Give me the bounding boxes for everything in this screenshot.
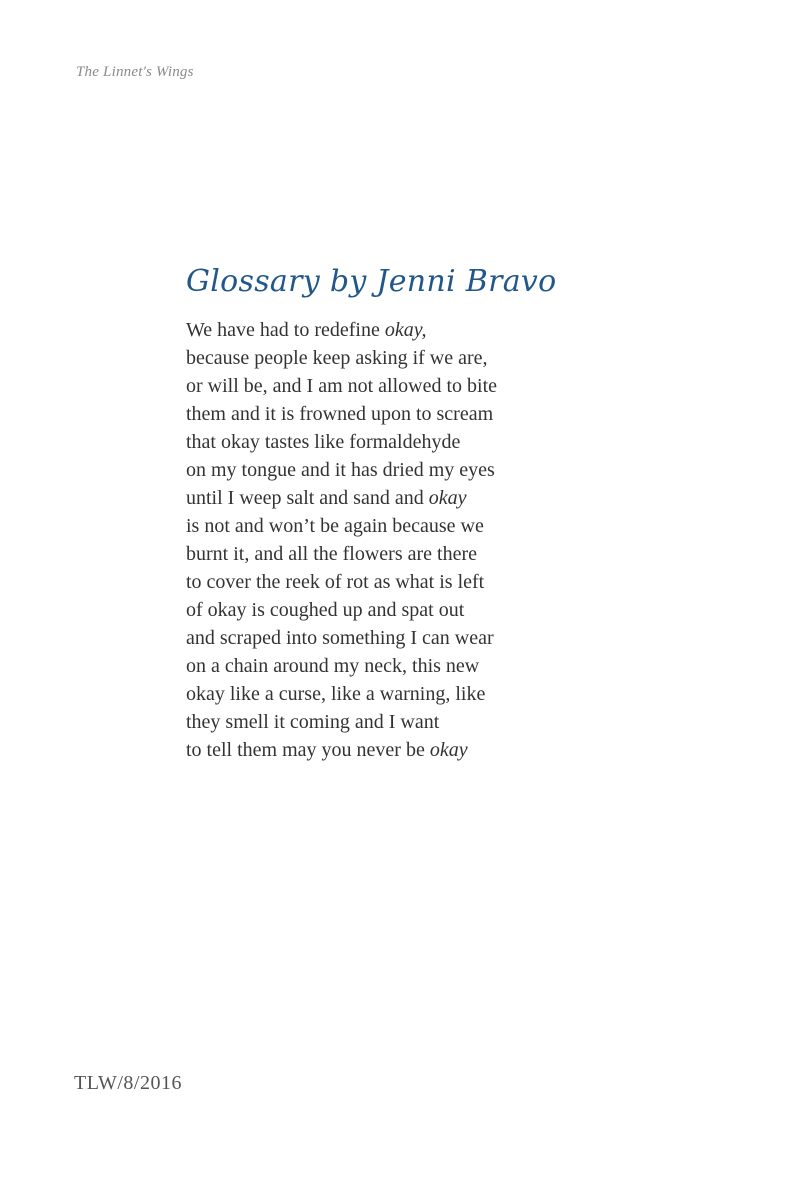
poem-line: or will be, and I am not allowed to bite [186,375,498,397]
poem-line-italic: okay [429,739,468,761]
poem-line-italic: okay, [384,319,427,341]
poem-line: they smell it coming and I want [186,711,440,733]
poem-line: on a chain around my neck, this new [186,655,480,677]
poem-line: because people keep asking if we are, [186,347,488,369]
poem-line: until I weep salt and sand and okay [186,487,467,509]
poem-line-italic: okay [428,487,467,509]
poem-line: them and it is frowned upon to scream [186,403,494,425]
poem-line: that okay tastes like formaldehyde [186,431,461,453]
poem-line: is not and won’t be again because we [186,515,484,537]
poem-body [186,316,497,764]
poem-line: to cover the reek of rot as what is left [186,571,485,593]
running-head: The Linnet's Wings [76,64,194,80]
poem-line: of okay is coughed up and spat out [186,599,465,621]
poem-line: We have had to redefine okay, [186,319,427,341]
poem-line: on my tongue and it has dried my eyes [186,459,495,481]
poem-line: burnt it, and all the flowers are there [186,543,477,565]
poem-line: okay like a curse, like a warning, like [186,683,486,705]
poem-title: Glossary by Jenni Bravo [186,264,557,299]
poem-line: to tell them may you never be okay [186,739,468,761]
issue-code: TLW/8/2016 [74,1072,182,1094]
poem-line: and scraped into something I can wear [186,627,494,649]
